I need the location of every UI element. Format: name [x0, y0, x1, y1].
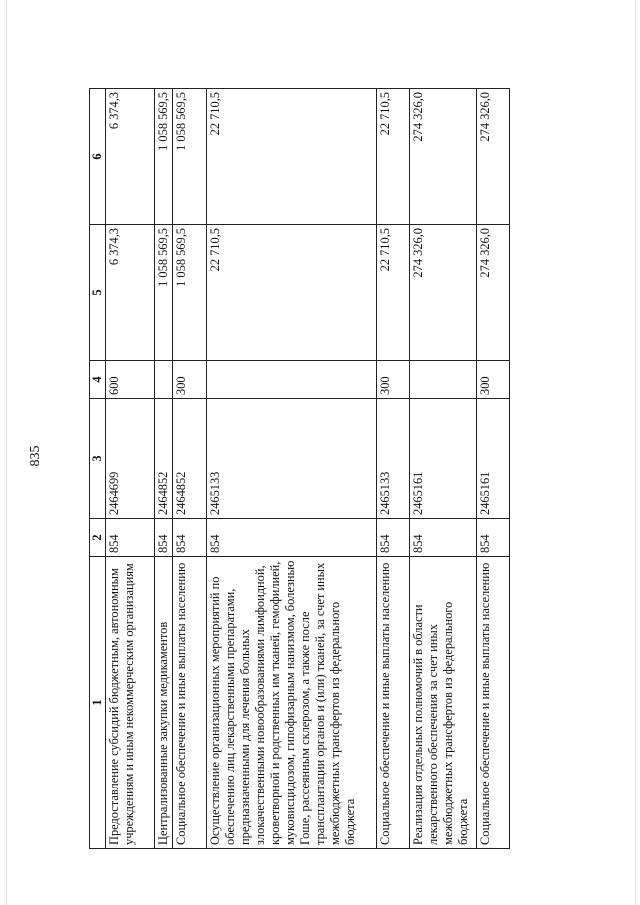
table-row [173, 89, 206, 849]
page-number: 835 [28, 445, 43, 467]
table-row [106, 89, 155, 849]
amount-col-5: 1 058 569,5 [154, 225, 173, 361]
target-article-code: 2465133 [377, 399, 410, 519]
row-description: Реализация отдельных полномочий в области лекарственного обеспечения за счет иных межбюджетных трансфертов из федерального бюджета [410, 557, 476, 849]
budget-table [89, 88, 510, 849]
expense-type-code [154, 361, 173, 399]
row-description: Социальное обеспечение и иные выплаты населению [377, 557, 410, 849]
amount-col-5: 274 326,0 [410, 225, 476, 361]
amount-col-6: 22 710,5 [377, 89, 410, 225]
expense-type-code [410, 361, 476, 399]
expense-type-code: 300 [377, 361, 410, 399]
target-article-code: 2464852 [173, 399, 206, 519]
header-col-1: 1 [90, 557, 106, 849]
amount-col-5: 22 710,5 [206, 225, 376, 361]
target-article-code: 2464852 [154, 399, 173, 519]
header-col-4: 4 [90, 361, 106, 399]
table-row [410, 89, 476, 849]
expense-type-code: 300 [476, 361, 509, 399]
table-row [476, 89, 509, 849]
ministry-code: 854 [154, 519, 173, 557]
amount-col-6: 22 710,5 [206, 89, 376, 225]
row-description: Осуществление организационных мероприятий по обеспечению лиц лекарственными препаратами, предназначенными для лечения больных злокачественными новообразованиями лимфоидной, кроветворной и родственных им тканей, гемофилией, муковисцидозом, гипофизарным нанизмом, болезнью Гоше, рассеянным склерозом, а также после трансплантации органов и (или) тканей, за счет иных межбюджетных трансфертов из федерального бюджета [206, 557, 376, 849]
target-article-code: 2465161 [476, 399, 509, 519]
amount-col-6: 1 058 569,5 [154, 89, 173, 225]
amount-col-5: 22 710,5 [377, 225, 410, 361]
scan-edge-left [6, 0, 7, 905]
amount-col-5: 274 326,0 [476, 225, 509, 361]
table-row [154, 89, 173, 849]
header-col-3: 3 [90, 399, 106, 519]
header-col-2: 2 [90, 519, 106, 557]
ministry-code: 854 [377, 519, 410, 557]
amount-col-6: 274 326,0 [476, 89, 509, 225]
row-description: Предоставление субсидий бюджетным, автономным учреждениям и иным некоммерческим организациям [106, 557, 155, 849]
amount-col-6: 274 326,0 [410, 89, 476, 225]
ministry-code: 854 [173, 519, 206, 557]
amount-col-5: 6 374,3 [106, 225, 155, 361]
table-row [206, 89, 376, 849]
target-article-code: 2464699 [106, 399, 155, 519]
expense-type-code [206, 361, 376, 399]
row-description: Социальное обеспечение и иные выплаты населению [476, 557, 509, 849]
amount-col-6: 6 374,3 [106, 89, 155, 225]
header-row [90, 89, 106, 849]
amount-col-5: 1 058 569,5 [173, 225, 206, 361]
target-article-code: 2465133 [206, 399, 376, 519]
expense-type-code: 300 [173, 361, 206, 399]
table-row [377, 89, 410, 849]
ministry-code: 854 [206, 519, 376, 557]
amount-col-6: 1 058 569,5 [173, 89, 206, 225]
ministry-code: 854 [476, 519, 509, 557]
header-col-5: 5 [90, 225, 106, 361]
row-description: Централизованные закупки медикаментов [154, 557, 173, 849]
expense-type-code: 600 [106, 361, 155, 399]
row-description: Социальное обеспечение и иные выплаты населению [173, 557, 206, 849]
scan-edge-right [635, 0, 636, 905]
header-col-6: 6 [90, 89, 106, 225]
target-article-code: 2465161 [410, 399, 476, 519]
ministry-code: 854 [410, 519, 476, 557]
ministry-code: 854 [106, 519, 155, 557]
budget-table-container [89, 89, 510, 849]
